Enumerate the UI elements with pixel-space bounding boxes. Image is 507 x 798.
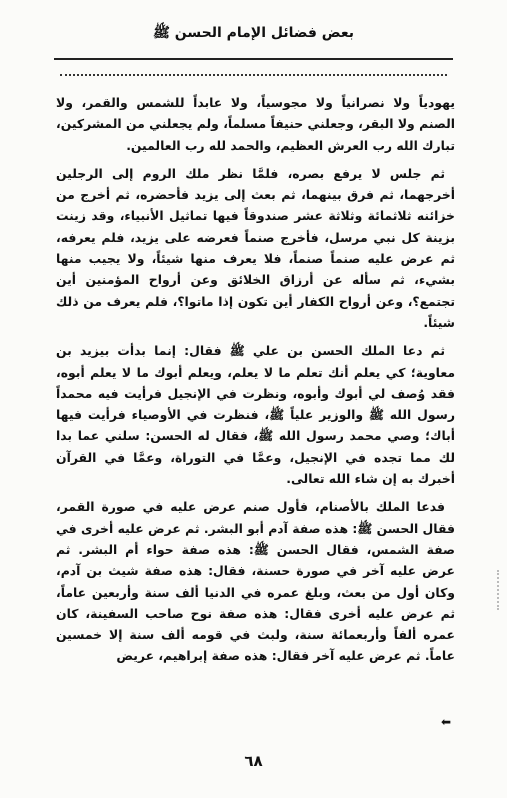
dotted-separator: [60, 74, 447, 76]
page-number: ٦٨: [244, 752, 263, 770]
paragraph-4: فدعا الملك بالأصنام، فأول صنم عرض عليه في صورة القمر، فقال الحسن ﷺ: هذه صفة آدم أبو البشر. ثم عرض عليه أخرى في صفة الشمس، فقال الحسن ﷺ: هذه صفة حواء أم البشر. ثم عرض عليه آخر في صورة حسنة، فقال: هذه صفة شيث بن آدم، وكان أول من بعث، وبلغ عمره في الدنيا ألف سنة وأربعين عاماً، ثم عرض عليه أخرى فقال: هذه صفة نوح صاحب السفينة، كان عمره ألفاً وأربعمائة سنة، ولبث في قومه ألف سنة إلا خمسين عاماً. ثم عرض عليه آخر فقال: هذه صفة إبراهيم، عريض: [56, 499, 455, 664]
paragraph-1: يهودياً ولا نصرانياً ولا مجوسياً، ولا عابداً للشمس والقمر، ولا الصنم ولا البقر، وجعلني حنيفاً مسلماً، ولم يجعلني من المشركين، تبارك الله رب العرش العظيم، والحمد لله رب العالمين.: [56, 95, 455, 153]
margin-scan-marks: [494, 570, 499, 610]
continuation-arrow-icon: ⬅: [440, 715, 451, 729]
paragraph-2: ثم جلس لا يرفع بصره، فلمَّا نظر ملك الروم إلى الرجلين أخرجهما، ثم فرق بينهما، ثم بعث إلى يزيد فأحضره، ثم أخرج من خزائنه ثلاثمائة وثلاثة عشر صندوقاً فيها تماثيل الأنبياء، وقد زينت بزينة كل نبي مرسل، فأخرج صنماً فعرضه على يزيد، فلم يعرفه، ثم عرض عليه صنماً صنماً، فلا يعرف منها شيئاً، ولا يجيب منها بشيء، ثم سأله عن أرزاق الخلائق وعن أرواح المؤمنين أين تجتمع؟، وعن أرواح الكفار أين تكون إذا ماتوا؟، فلم يعرف من ذلك شيئاً.: [56, 165, 455, 330]
body-text: [56, 92, 455, 674]
paragraph-3: ثم دعا الملك الحسن بن علي ﷺ فقال: إنما بدأت بيزيد بن معاوية؛ كي يعلم أنك تعلم ما لا يعلم، ويعلم أبوك ما لا يعلم أبوه، فقد وُصف لي أبوك وأبوه، ونظرت في الإنجيل فرأيت فيه محمداً رسول الله ﷺ والوزير علياً ﷺ، فنظرت في الأوصياء فرأيت فيها أباك؛ وصي محمد رسول الله ﷺ، فقال له الحسن: سلني عما بدا لك مما تجده في الإنجيل، وعمَّا في التوراة، وعمَّا في القرآن أخبرك به إن شاء الله تعالى.: [56, 343, 455, 487]
running-header: بعض فضائل الإمام الحسن ﷺ: [152, 25, 355, 41]
header-rule: [54, 58, 453, 60]
